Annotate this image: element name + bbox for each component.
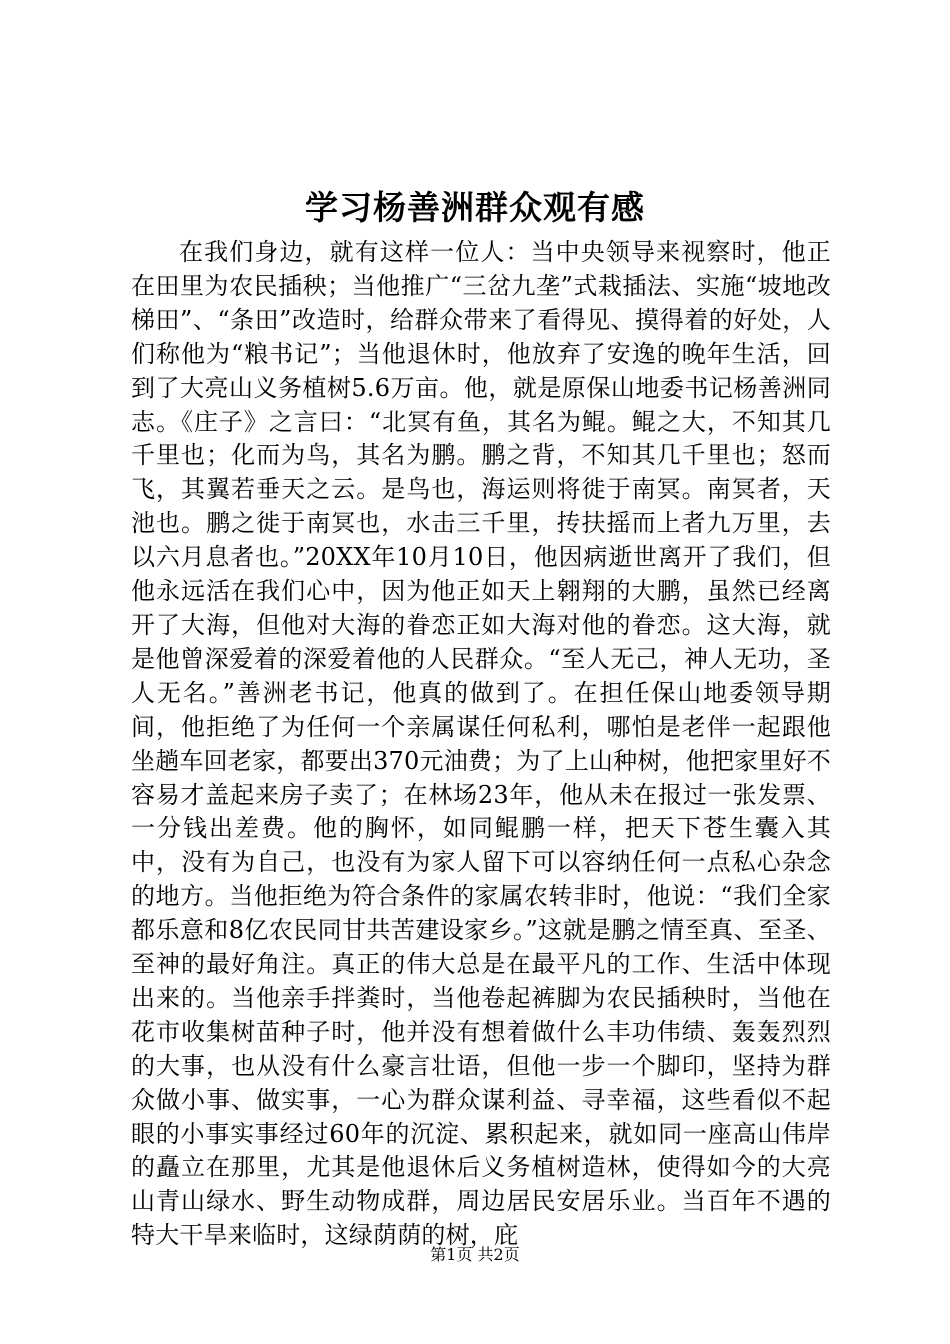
body-paragraph: 在我们身边，就有这样一位人：当中央领导来视察时，他正在田里为农民插秧；当他推广“三岔九垄”式栽插法、实施“坡地改梯田”、“条田”改造时，给群众带来了看得见、摸得着的好处，人们称他为“粮书记”；当他退休时，他放弃了安逸的晚年生活，回到了大亮山义务植树5.6万亩。他，就是原保山地委书记杨善洲同志。《庄子》之言曰：“北冥有鱼，其名为鲲。鲲之大，不知其几千里也；化而为鸟，其名为鹏。鹏之背，不知其几千里也；怒而飞，其翼若垂天之云。是鸟也，海运则将徙于南冥。南冥者，天池也。鹏之徙于南冥也，水击三千里，抟扶摇而上者九万里，去以六月息者也。”20XX年10月10日，他因病逝世离开了我们，但他永远活在我们心中，因为他正如天上翱翔的大鹏，虽然已经离开了大海，但他对大海的眷恋正如大海对他的眷恋。这大海，就是他曾深爱着的深爱着他的人民群众。“至人无己，神人无功，圣人无名。”善洲老书记，他真的做到了。在担任保山地委领导期间，他拒绝了为任何一个亲属谋任何私利，哪怕是老伴一起跟他坐趟车回老家，都要出370元油费；为了上山种树，他把家里好不容易才盖起来房子卖了；在林场23年，他从未在报过一张发票、一分钱出差费。他的胸怀，如同鲲鹏一样，把天下苍生囊入其中，没有为自己，也没有为家人留下可以容纳任何一点私心杂念的地方。当他拒绝为符合条件的家属农转非时，他说：“我们全家都乐意和8亿农民同甘共苦建设家乡。”这就是鹏之情至真、至圣、至神的最好角注。真正的伟大总是在最平凡的工作、生活中体现出来的。当他亲手拌粪时，当他卷起裤脚为农民插秧时，当他在花市收集树苗种子时，他并没有想着做什么丰功伟绩、轰轰烈烈的大事，也从没有什么豪言壮语，但他一步一个脚印，坚持为群众做小事、做实事，一心为群众谋利益、寻幸福，这些看似不起眼的小事实事经过60年的沉淀、累积起来，就如同一座高山伟岸的矗立在那里，尤其是他退休后义务植树造林，使得如今的大亮山青山绿水、野生动物成群，周边居民安居乐业。当百年不遇的特大干旱来临时，这绿荫荫的树，庇: [131, 238, 831, 1250]
document-title: 学习杨善洲群众观有感: [305, 188, 645, 227]
page-footer: 第1页 共2页: [430, 1245, 520, 1264]
